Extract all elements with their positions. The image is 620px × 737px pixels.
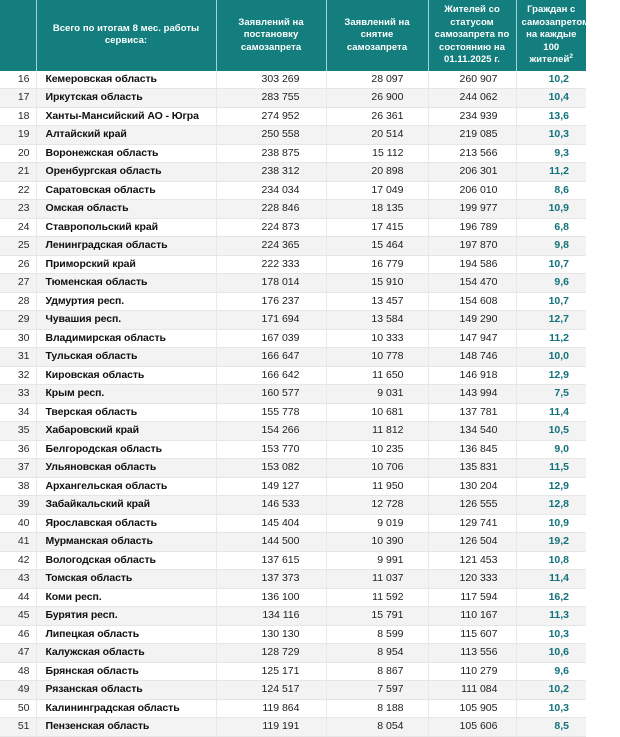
table-row[interactable] [0, 163, 586, 182]
cell-applications-set: 149 127 [216, 477, 326, 496]
table-row[interactable] [0, 107, 586, 126]
cell-applications-set: 154 266 [216, 422, 326, 441]
cell-applications-remove: 17 415 [326, 218, 428, 237]
cell-residents-total: 154 470 [428, 274, 516, 293]
cell-rank: 23 [0, 200, 36, 219]
cell-residents-total: 137 781 [428, 403, 516, 422]
cell-region-name: Тульская область [36, 348, 216, 367]
column-header-rank [0, 0, 36, 71]
cell-rank: 49 [0, 681, 36, 700]
table-row[interactable] [0, 126, 586, 145]
table-row[interactable] [0, 607, 586, 626]
table-row[interactable] [0, 200, 586, 219]
cell-per-100-residents: 13,6 [516, 107, 586, 126]
cell-applications-remove: 26 361 [326, 107, 428, 126]
cell-per-100-residents: 9,6 [516, 662, 586, 681]
cell-region-name: Брянская область [36, 662, 216, 681]
cell-rank: 45 [0, 607, 36, 626]
cell-rank: 20 [0, 144, 36, 163]
table-row[interactable] [0, 237, 586, 256]
cell-residents-total: 130 204 [428, 477, 516, 496]
table-row[interactable] [0, 385, 586, 404]
cell-rank: 43 [0, 570, 36, 589]
cell-applications-set: 283 755 [216, 89, 326, 108]
cell-region-name: Ставропольский край [36, 218, 216, 237]
cell-per-100-residents: 7,5 [516, 385, 586, 404]
cell-rank: 27 [0, 274, 36, 293]
cell-applications-set: 166 647 [216, 348, 326, 367]
cell-residents-total: 111 084 [428, 681, 516, 700]
cell-region-name: Вологодская область [36, 551, 216, 570]
cell-applications-remove: 8 867 [326, 662, 428, 681]
cell-per-100-residents: 11,4 [516, 570, 586, 589]
cell-applications-set: 222 333 [216, 255, 326, 274]
cell-residents-total: 234 939 [428, 107, 516, 126]
cell-region-name: Удмуртия респ. [36, 292, 216, 311]
table-row[interactable] [0, 311, 586, 330]
cell-residents-total: 113 556 [428, 644, 516, 663]
cell-per-100-residents: 8,5 [516, 718, 586, 737]
table-row[interactable] [0, 440, 586, 459]
cell-applications-remove: 8 599 [326, 625, 428, 644]
column-header-per-100-residents [516, 0, 590, 71]
cell-region-name: Владимирская область [36, 329, 216, 348]
cell-applications-set: 136 100 [216, 588, 326, 607]
cell-residents-total: 120 333 [428, 570, 516, 589]
table-row[interactable] [0, 699, 586, 718]
cell-residents-total: 136 845 [428, 440, 516, 459]
cell-per-100-residents: 10,4 [516, 89, 586, 108]
cell-residents-total: 244 062 [428, 89, 516, 108]
column-header-residents-with-status: Жителей со статусом самозапрета по состоянию на 01.11.2025 г. [428, 0, 516, 71]
cell-region-name: Оренбургская область [36, 163, 216, 182]
cell-per-100-residents: 12,8 [516, 496, 586, 515]
cell-applications-remove: 18 135 [326, 200, 428, 219]
cell-rank: 19 [0, 126, 36, 145]
table-row[interactable] [0, 144, 586, 163]
cell-region-name: Белгородская область [36, 440, 216, 459]
cell-region-name: Коми респ. [36, 588, 216, 607]
cell-residents-total: 206 010 [428, 181, 516, 200]
cell-per-100-residents: 19,2 [516, 533, 586, 552]
cell-applications-set: 153 770 [216, 440, 326, 459]
cell-rank: 47 [0, 644, 36, 663]
column-header-applications-set: Заявлений на постановку самозапрета [216, 0, 326, 71]
cell-applications-set: 176 237 [216, 292, 326, 311]
cell-rank: 40 [0, 514, 36, 533]
cell-per-100-residents: 8,6 [516, 181, 586, 200]
cell-residents-total: 129 741 [428, 514, 516, 533]
cell-applications-set: 167 039 [216, 329, 326, 348]
cell-applications-remove: 11 650 [326, 366, 428, 385]
cell-applications-remove: 8 188 [326, 699, 428, 718]
table-row[interactable] [0, 514, 586, 533]
table-row[interactable] [0, 403, 586, 422]
cell-rank: 31 [0, 348, 36, 367]
cell-region-name: Саратовская область [36, 181, 216, 200]
cell-applications-set: 274 952 [216, 107, 326, 126]
cell-rank: 25 [0, 237, 36, 256]
cell-per-100-residents: 9,6 [516, 274, 586, 293]
cell-residents-total: 149 290 [428, 311, 516, 330]
cell-applications-set: 119 191 [216, 718, 326, 737]
cell-residents-total: 206 301 [428, 163, 516, 182]
cell-residents-total: 196 789 [428, 218, 516, 237]
cell-applications-remove: 12 728 [326, 496, 428, 515]
cell-residents-total: 154 608 [428, 292, 516, 311]
table-row[interactable] [0, 89, 586, 108]
cell-rank: 50 [0, 699, 36, 718]
cell-applications-set: 171 694 [216, 311, 326, 330]
cell-per-100-residents: 11,5 [516, 459, 586, 478]
cell-applications-remove: 11 950 [326, 477, 428, 496]
cell-applications-set: 128 729 [216, 644, 326, 663]
table-row[interactable] [0, 496, 586, 515]
cell-applications-remove: 26 900 [326, 89, 428, 108]
column-header-region: Всего по итогам 8 мес. работы сервиса: [36, 0, 216, 71]
cell-per-100-residents: 10,3 [516, 699, 586, 718]
cell-residents-total: 148 746 [428, 348, 516, 367]
cell-per-100-residents: 10,3 [516, 126, 586, 145]
cell-applications-remove: 28 097 [326, 71, 428, 89]
cell-residents-total: 117 594 [428, 588, 516, 607]
cell-per-100-residents: 10,2 [516, 71, 586, 89]
cell-rank: 41 [0, 533, 36, 552]
cell-rank: 39 [0, 496, 36, 515]
cell-rank: 17 [0, 89, 36, 108]
cell-per-100-residents: 12,9 [516, 477, 586, 496]
table-row[interactable] [0, 459, 586, 478]
cell-rank: 44 [0, 588, 36, 607]
cell-residents-total: 135 831 [428, 459, 516, 478]
cell-rank: 46 [0, 625, 36, 644]
cell-applications-remove: 11 812 [326, 422, 428, 441]
cell-applications-set: 224 873 [216, 218, 326, 237]
cell-region-name: Ханты-Мансийский АО - Югра [36, 107, 216, 126]
cell-applications-remove: 10 778 [326, 348, 428, 367]
table-row[interactable] [0, 625, 586, 644]
cell-residents-total: 260 907 [428, 71, 516, 89]
cell-residents-total: 110 167 [428, 607, 516, 626]
cell-applications-remove: 16 779 [326, 255, 428, 274]
cell-rank: 18 [0, 107, 36, 126]
cell-region-name: Ленинградская область [36, 237, 216, 256]
cell-applications-set: 119 864 [216, 699, 326, 718]
cell-applications-set: 250 558 [216, 126, 326, 145]
table-row[interactable] [0, 551, 586, 570]
cell-applications-remove: 8 954 [326, 644, 428, 663]
cell-applications-remove: 15 112 [326, 144, 428, 163]
cell-applications-remove: 10 390 [326, 533, 428, 552]
cell-applications-set: 224 365 [216, 237, 326, 256]
cell-applications-remove: 7 597 [326, 681, 428, 700]
cell-applications-remove: 20 898 [326, 163, 428, 182]
cell-rank: 38 [0, 477, 36, 496]
cell-applications-set: 160 577 [216, 385, 326, 404]
cell-region-name: Калужская область [36, 644, 216, 663]
cell-residents-total: 115 607 [428, 625, 516, 644]
cell-applications-remove: 10 706 [326, 459, 428, 478]
cell-region-name: Кировская область [36, 366, 216, 385]
cell-residents-total: 197 870 [428, 237, 516, 256]
cell-per-100-residents: 11,3 [516, 607, 586, 626]
cell-rank: 35 [0, 422, 36, 441]
cell-region-name: Архангельская область [36, 477, 216, 496]
cell-residents-total: 126 504 [428, 533, 516, 552]
cell-applications-set: 238 312 [216, 163, 326, 182]
cell-per-100-residents: 9,8 [516, 237, 586, 256]
cell-rank: 16 [0, 71, 36, 89]
cell-region-name: Бурятия респ. [36, 607, 216, 626]
cell-applications-set: 145 404 [216, 514, 326, 533]
cell-region-name: Алтайский край [36, 126, 216, 145]
cell-applications-set: 228 846 [216, 200, 326, 219]
cell-per-100-residents: 9,0 [516, 440, 586, 459]
cell-applications-remove: 10 681 [326, 403, 428, 422]
cell-applications-set: 234 034 [216, 181, 326, 200]
cell-per-100-residents: 10,7 [516, 255, 586, 274]
cell-applications-remove: 9 991 [326, 551, 428, 570]
table-row[interactable] [0, 588, 586, 607]
cell-per-100-residents: 11,2 [516, 163, 586, 182]
cell-rank: 37 [0, 459, 36, 478]
cell-region-name: Хабаровский край [36, 422, 216, 441]
cell-rank: 51 [0, 718, 36, 737]
cell-applications-set: 144 500 [216, 533, 326, 552]
cell-residents-total: 213 566 [428, 144, 516, 163]
cell-per-100-residents: 16,2 [516, 588, 586, 607]
cell-applications-set: 137 373 [216, 570, 326, 589]
table-header-row [0, 0, 586, 71]
cell-rank: 34 [0, 403, 36, 422]
cell-rank: 28 [0, 292, 36, 311]
cell-applications-set: 124 517 [216, 681, 326, 700]
cell-applications-set: 130 130 [216, 625, 326, 644]
cell-per-100-residents: 10,8 [516, 551, 586, 570]
table-row[interactable] [0, 477, 586, 496]
cell-rank: 30 [0, 329, 36, 348]
table-row[interactable] [0, 718, 586, 737]
cell-region-name: Мурманская область [36, 533, 216, 552]
cell-region-name: Омская область [36, 200, 216, 219]
cell-rank: 48 [0, 662, 36, 681]
column-header-applications-remove: Заявлений на снятие самозапрета [326, 0, 428, 71]
cell-per-100-residents: 10,5 [516, 422, 586, 441]
cell-region-name: Приморский край [36, 255, 216, 274]
cell-region-name: Томская область [36, 570, 216, 589]
cell-region-name: Пензенская область [36, 718, 216, 737]
cell-per-100-residents: 6,8 [516, 218, 586, 237]
cell-applications-set: 134 116 [216, 607, 326, 626]
cell-per-100-residents: 10,2 [516, 681, 586, 700]
cell-residents-total: 121 453 [428, 551, 516, 570]
cell-region-name: Ярославская область [36, 514, 216, 533]
cell-rank: 22 [0, 181, 36, 200]
cell-rank: 33 [0, 385, 36, 404]
cell-region-name: Кемеровская область [36, 71, 216, 89]
cell-region-name: Иркутская область [36, 89, 216, 108]
cell-applications-remove: 13 584 [326, 311, 428, 330]
table-body [0, 71, 586, 737]
cell-applications-set: 303 269 [216, 71, 326, 89]
cell-region-name: Рязанская область [36, 681, 216, 700]
cell-applications-set: 166 642 [216, 366, 326, 385]
cell-applications-remove: 17 049 [326, 181, 428, 200]
cell-region-name: Тверская область [36, 403, 216, 422]
cell-region-name: Тюменская область [36, 274, 216, 293]
cell-residents-total: 105 606 [428, 718, 516, 737]
table-row[interactable] [0, 348, 586, 367]
cell-applications-remove: 15 910 [326, 274, 428, 293]
cell-rank: 29 [0, 311, 36, 330]
cell-applications-remove: 8 054 [326, 718, 428, 737]
table-row[interactable] [0, 533, 586, 552]
cell-applications-set: 178 014 [216, 274, 326, 293]
cell-applications-remove: 11 592 [326, 588, 428, 607]
cell-per-100-residents: 10,9 [516, 200, 586, 219]
table-row[interactable] [0, 644, 586, 663]
cell-region-name: Забайкальский край [36, 496, 216, 515]
cell-applications-remove: 9 019 [326, 514, 428, 533]
cell-applications-remove: 13 457 [326, 292, 428, 311]
cell-applications-remove: 10 235 [326, 440, 428, 459]
cell-applications-remove: 15 464 [326, 237, 428, 256]
cell-applications-remove: 9 031 [326, 385, 428, 404]
cell-applications-remove: 10 333 [326, 329, 428, 348]
cell-per-100-residents: 10,3 [516, 625, 586, 644]
cell-applications-set: 125 171 [216, 662, 326, 681]
table-row[interactable] [0, 662, 586, 681]
table-row[interactable] [0, 71, 586, 89]
cell-rank: 32 [0, 366, 36, 385]
cell-rank: 26 [0, 255, 36, 274]
cell-per-100-residents: 11,4 [516, 403, 586, 422]
cell-region-name: Чувашия респ. [36, 311, 216, 330]
cell-applications-set: 153 082 [216, 459, 326, 478]
cell-region-name: Калининградская область [36, 699, 216, 718]
cell-applications-remove: 15 791 [326, 607, 428, 626]
cell-residents-total: 143 994 [428, 385, 516, 404]
cell-residents-total: 219 085 [428, 126, 516, 145]
cell-rank: 24 [0, 218, 36, 237]
cell-applications-set: 238 875 [216, 144, 326, 163]
table-row[interactable] [0, 274, 586, 293]
table-header [0, 0, 590, 71]
table-row[interactable] [0, 181, 586, 200]
cell-applications-remove: 20 514 [326, 126, 428, 145]
table-row[interactable] [0, 366, 586, 385]
cell-applications-set: 137 615 [216, 551, 326, 570]
cell-residents-total: 110 279 [428, 662, 516, 681]
table-row[interactable] [0, 570, 586, 589]
cell-residents-total: 199 977 [428, 200, 516, 219]
cell-rank: 42 [0, 551, 36, 570]
cell-per-100-residents: 10,9 [516, 514, 586, 533]
cell-applications-remove: 11 037 [326, 570, 428, 589]
cell-residents-total: 105 905 [428, 699, 516, 718]
cell-applications-set: 155 778 [216, 403, 326, 422]
cell-per-100-residents: 12,9 [516, 366, 586, 385]
cell-applications-set: 146 533 [216, 496, 326, 515]
cell-per-100-residents: 9,3 [516, 144, 586, 163]
cell-region-name: Ульяновская область [36, 459, 216, 478]
cell-per-100-residents: 12,7 [516, 311, 586, 330]
table-row[interactable] [0, 329, 586, 348]
cell-per-100-residents: 10,6 [516, 644, 586, 663]
cell-per-100-residents: 11,2 [516, 329, 586, 348]
cell-residents-total: 146 918 [428, 366, 516, 385]
table-row[interactable] [0, 292, 586, 311]
table-row[interactable] [0, 422, 586, 441]
cell-residents-total: 134 540 [428, 422, 516, 441]
cell-region-name: Крым респ. [36, 385, 216, 404]
cell-region-name: Липецкая область [36, 625, 216, 644]
cell-region-name: Воронежская область [36, 144, 216, 163]
cell-per-100-residents: 10,0 [516, 348, 586, 367]
table-row[interactable] [0, 255, 586, 274]
table-row[interactable] [0, 218, 586, 237]
cell-per-100-residents: 10,7 [516, 292, 586, 311]
cell-residents-total: 194 586 [428, 255, 516, 274]
footnote-marker: 2 [569, 52, 574, 60]
cell-rank: 21 [0, 163, 36, 182]
table-row[interactable] [0, 681, 586, 700]
cell-residents-total: 147 947 [428, 329, 516, 348]
column-header-per-100-label: Граждан с самозапретом на каждые 100 жителей [521, 4, 590, 65]
cell-rank: 36 [0, 440, 36, 459]
cell-residents-total: 126 555 [428, 496, 516, 515]
